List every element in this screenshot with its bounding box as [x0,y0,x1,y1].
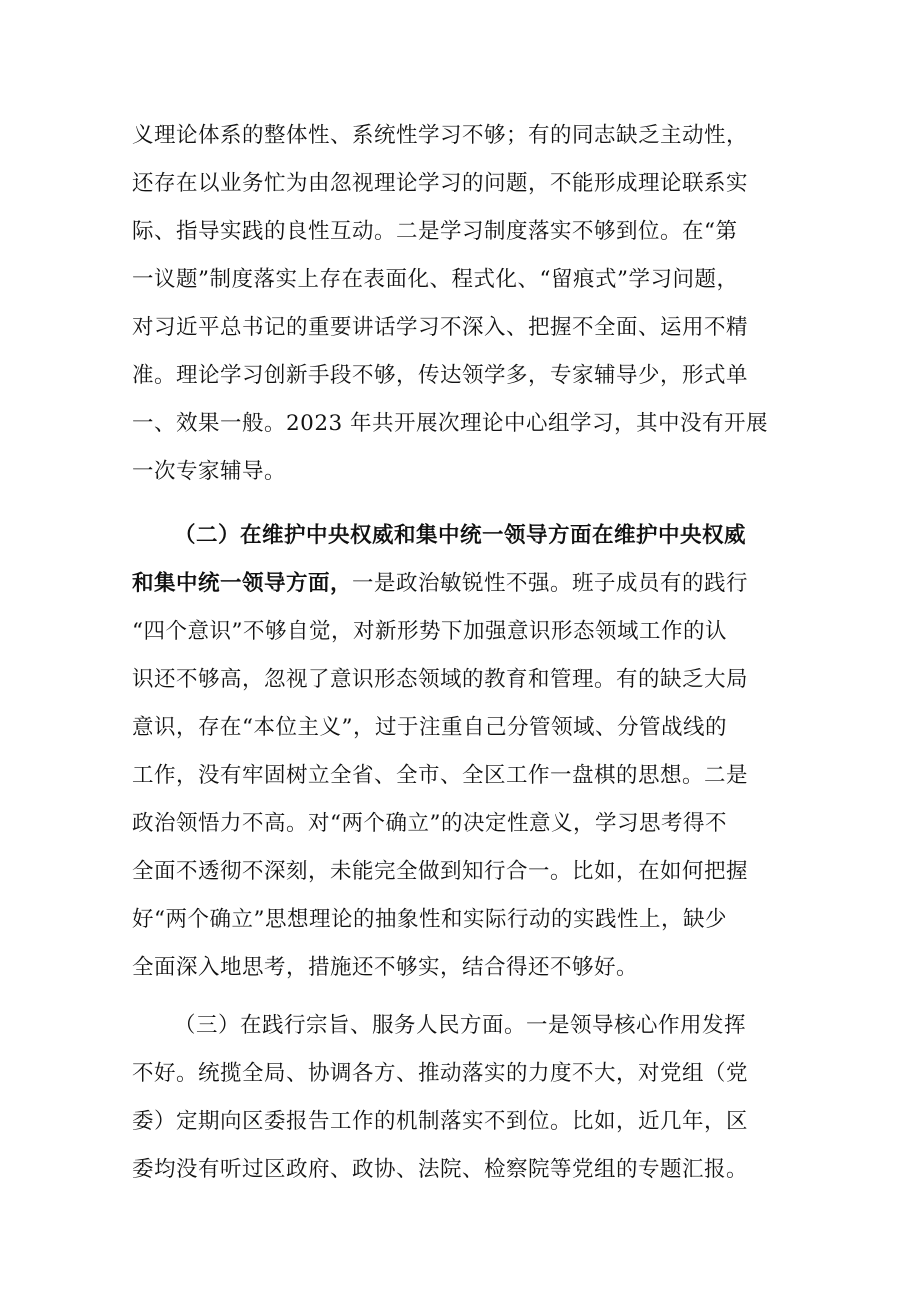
paragraph-line: 好“两个确立”思想理论的抽象性和实际行动的实践性上，缺少 [132,907,727,932]
section-heading-continuation: 和集中统一领导方面， [132,571,353,596]
paragraph-line: 一、效果一般。2023 年共开展次理论中心组学习，其中没有开展 [132,411,769,436]
paragraph-line: 全面不透彻不深刻，未能完全做到知行合一。比如，在如何把握 [132,859,749,884]
paragraph-line: 义理论体系的整体性、系统性学习不够；有的同志缺乏主动性， [132,123,749,148]
section-heading: （三）在践行宗旨、服务人民方面。一是领导核心作用发挥 [174,1013,747,1038]
paragraph-line: 际、指导实践的良性互动。二是学习制度落实不够到位。在“第 [132,219,738,244]
paragraph-text: 一是政治敏锐性不强。班子成员有的践行 [352,571,749,596]
paragraph-line: 工作，没有牢固树立全省、全市、全区工作一盘棋的思想。二是 [132,763,749,788]
paragraph-line: 一次专家辅导。 [132,459,287,484]
paragraph-line: 委）定期向区委报告工作的机制落实不到位。比如，近几年，区 [132,1109,749,1134]
paragraph-line: 一议题”制度落实上存在表面化、程式化、“留痕式”学习问题， [132,267,739,292]
paragraph-line: 不好。统揽全局、协调各方、推动落实的力度不大，对党组（党 [132,1061,749,1086]
paragraph-line: 对习近平总书记的重要讲话学习不深入、把握不全面、运用不精 [132,315,749,340]
paragraph-line: 意识，存在“本位主义”，过于注重自己分管领域、分管战线的 [132,715,727,740]
paragraph-line: 还存在以业务忙为由忽视理论学习的问题，不能形成理论联系实 [132,171,749,196]
paragraph-line: 准。理论学习创新手段不够，传达领学多，专家辅导少，形式单 [132,363,749,388]
paragraph-line: 识还不够高，忽视了意识形态领域的教育和管理。有的缺乏大局 [132,667,749,692]
paragraph-line: “四个意识”不够自觉，对新形势下加强意识形态领域工作的认 [132,619,727,644]
section-heading: （二）在维护中央权威和集中统一领导方面在维护中央权威 [174,523,747,548]
paragraph-line: 委均没有听过区政府、政协、法院、检察院等党组的专题汇报。 [132,1157,749,1182]
paragraph-line [132,560,748,608]
paragraph-line: 全面深入地思考，措施还不够实，结合得还不够好。 [132,955,639,980]
paragraph-line: 政治领悟力不高。对“两个确立”的决定性意义，学习思考得不 [132,811,727,836]
